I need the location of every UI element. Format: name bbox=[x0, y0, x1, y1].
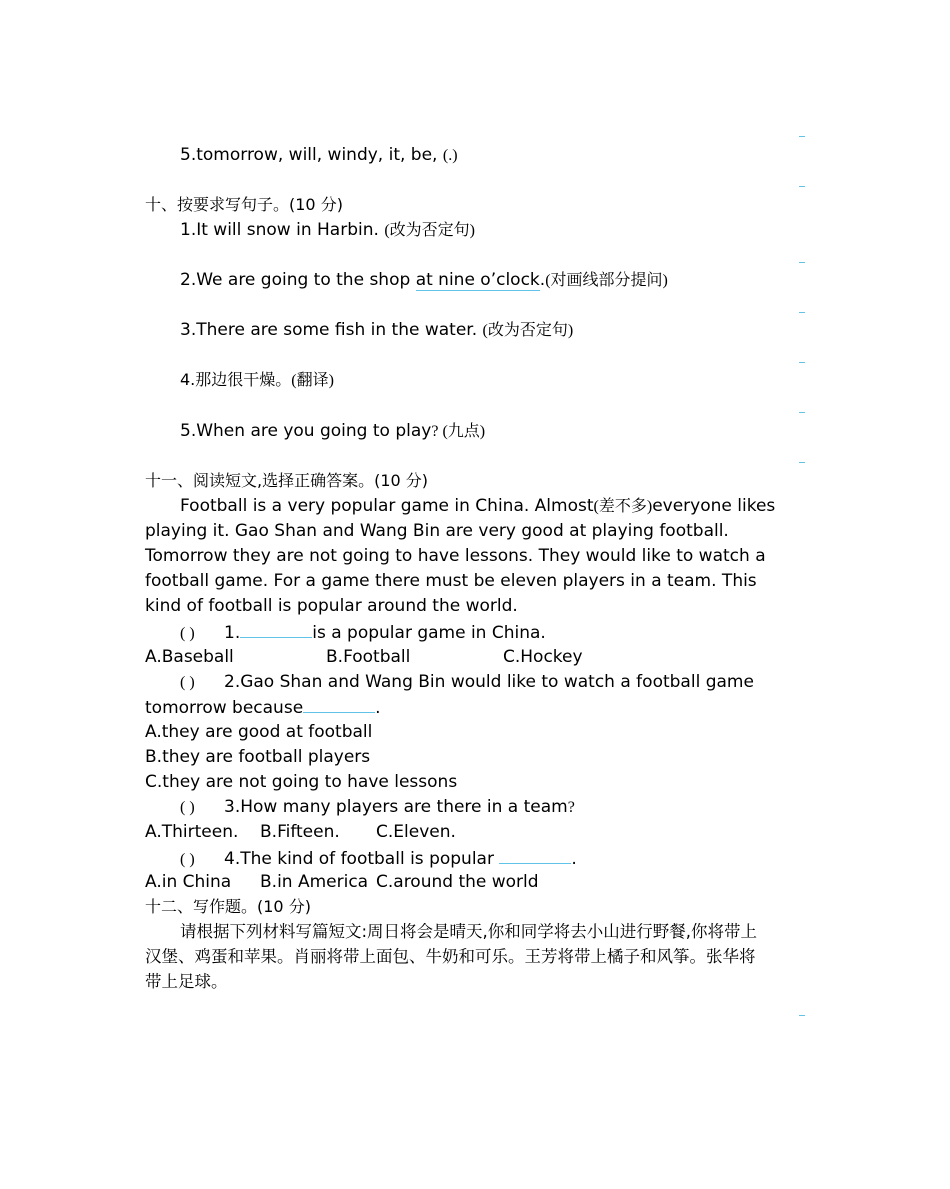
s10-q1-note: (改为否定句) bbox=[384, 222, 475, 239]
s11-q3-option-b: B.Fifteen. bbox=[260, 822, 340, 842]
margin-mark bbox=[799, 1015, 805, 1016]
answer-paren: ( ) bbox=[180, 799, 195, 816]
reorder-item-5-end: (.) bbox=[442, 147, 458, 164]
passage-gloss: (差不多) bbox=[593, 498, 653, 515]
writing-prompt-line-2: 汉堡、鸡蛋和苹果。肖丽将带上面包、牛奶和可乐。王芳将带上橘子和风筝。张华将 bbox=[145, 947, 756, 966]
s10-question-1 bbox=[180, 218, 475, 243]
answer-blank[interactable] bbox=[303, 694, 375, 713]
s11-question-2-cont bbox=[145, 694, 381, 720]
s11-question-1 bbox=[180, 619, 546, 646]
s10-question-4 bbox=[180, 368, 334, 393]
reorder-item-5 bbox=[180, 143, 458, 168]
section-11-heading: 十一、阅读短文,选择正确答案。(10 分) bbox=[145, 471, 429, 490]
section-12-heading: 十二、写作题。(10 分) bbox=[145, 897, 311, 916]
passage-line-1b: everyone likes bbox=[652, 496, 776, 516]
s11-q2-end: . bbox=[375, 698, 381, 718]
s11-q3-option-c: C.Eleven. bbox=[376, 822, 456, 842]
margin-mark bbox=[799, 412, 805, 413]
s10-q1-text: 1.It will snow in Harbin. bbox=[180, 220, 385, 240]
s10-q4-text: 4.那边很干燥。 bbox=[180, 370, 292, 389]
s10-q3-text: 3.There are some fish in the water. bbox=[180, 320, 483, 340]
answer-blank[interactable] bbox=[240, 619, 312, 638]
s11-q4-option-b: B.in America bbox=[260, 872, 369, 892]
s10-q4-note: (翻译) bbox=[291, 372, 334, 389]
s11-q3-mark: ? bbox=[567, 799, 575, 816]
s10-q5-text: 5.When are you going to play bbox=[180, 421, 432, 441]
s11-q1-pre: 1. bbox=[224, 623, 241, 643]
s10-q2-underlined: at nine o’clock bbox=[415, 270, 540, 290]
s11-q3-option-a: A.Thirteen. bbox=[145, 822, 239, 842]
s11-q2-option-c: C.they are not going to have lessons bbox=[145, 772, 458, 792]
s10-q2-note: (对画线部分提问) bbox=[545, 272, 668, 289]
margin-mark bbox=[799, 262, 805, 263]
s11-q4-option-a: A.in China bbox=[145, 872, 232, 892]
s11-question-4 bbox=[180, 845, 577, 872]
s11-q2-line-1: 2.Gao Shan and Wang Bin would like to watch a football game bbox=[224, 672, 754, 692]
answer-blank[interactable] bbox=[499, 845, 571, 864]
s11-q1-post: is a popular game in China. bbox=[312, 623, 546, 643]
s11-question-2 bbox=[180, 670, 754, 695]
s10-q5-note: (九点) bbox=[442, 423, 486, 440]
s11-q1-option-c: C.Hockey bbox=[503, 647, 583, 667]
passage-line-1a: Football is a very popular game in China. Almost bbox=[180, 496, 594, 516]
s10-q2-text: 2.We are going to the shop bbox=[180, 270, 416, 290]
answer-paren: ( ) bbox=[180, 851, 195, 868]
s11-q4-option-c: C.around the world bbox=[376, 872, 539, 892]
passage-line-5: kind of football is popular around the world. bbox=[145, 596, 518, 616]
s10-q5-mark: ? bbox=[431, 423, 443, 440]
s10-question-2 bbox=[180, 268, 668, 293]
margin-mark bbox=[799, 362, 805, 363]
margin-mark bbox=[799, 186, 805, 187]
margin-mark bbox=[799, 136, 805, 137]
passage-line-1 bbox=[180, 494, 775, 519]
margin-mark bbox=[799, 462, 805, 463]
passage-line-3: Tomorrow they are not going to have lessons. They would like to watch a bbox=[145, 546, 766, 566]
s11-q4-end: . bbox=[571, 849, 577, 869]
s10-q2-end: . bbox=[539, 270, 546, 290]
answer-paren: ( ) bbox=[180, 674, 195, 691]
passage-line-4: football game. For a game there must be eleven players in a team. This bbox=[145, 571, 757, 591]
s10-q3-note: (改为否定句) bbox=[482, 322, 574, 339]
s11-q2-option-a: A.they are good at football bbox=[145, 722, 373, 742]
section-10-heading: 十、按要求写句子。(10 分) bbox=[145, 195, 343, 214]
s11-question-3 bbox=[180, 795, 575, 820]
margin-mark bbox=[799, 312, 805, 313]
answer-paren: ( ) bbox=[180, 625, 195, 642]
writing-prompt-line-3: 带上足球。 bbox=[145, 972, 228, 991]
reorder-item-5-text: 5.tomorrow, will, windy, it, be, bbox=[180, 145, 443, 165]
s11-q1-option-a: A.Baseball bbox=[145, 647, 234, 667]
s11-q2-option-b: B.they are football players bbox=[145, 747, 371, 767]
s11-q2-line-2: tomorrow because bbox=[145, 698, 304, 718]
s11-q4-text: 4.The kind of football is popular bbox=[224, 849, 500, 869]
s10-question-5 bbox=[180, 419, 485, 444]
passage-line-2: playing it. Gao Shan and Wang Bin are very good at playing football. bbox=[145, 521, 729, 541]
s11-q3-text: 3.How many players are there in a team bbox=[224, 797, 568, 817]
s11-q1-option-b: B.Football bbox=[326, 647, 411, 667]
writing-prompt-line-1: 请根据下列材料写篇短文:周日将会是晴天,你和同学将去小山进行野餐,你将带上 bbox=[180, 922, 758, 941]
s10-question-3 bbox=[180, 318, 573, 343]
